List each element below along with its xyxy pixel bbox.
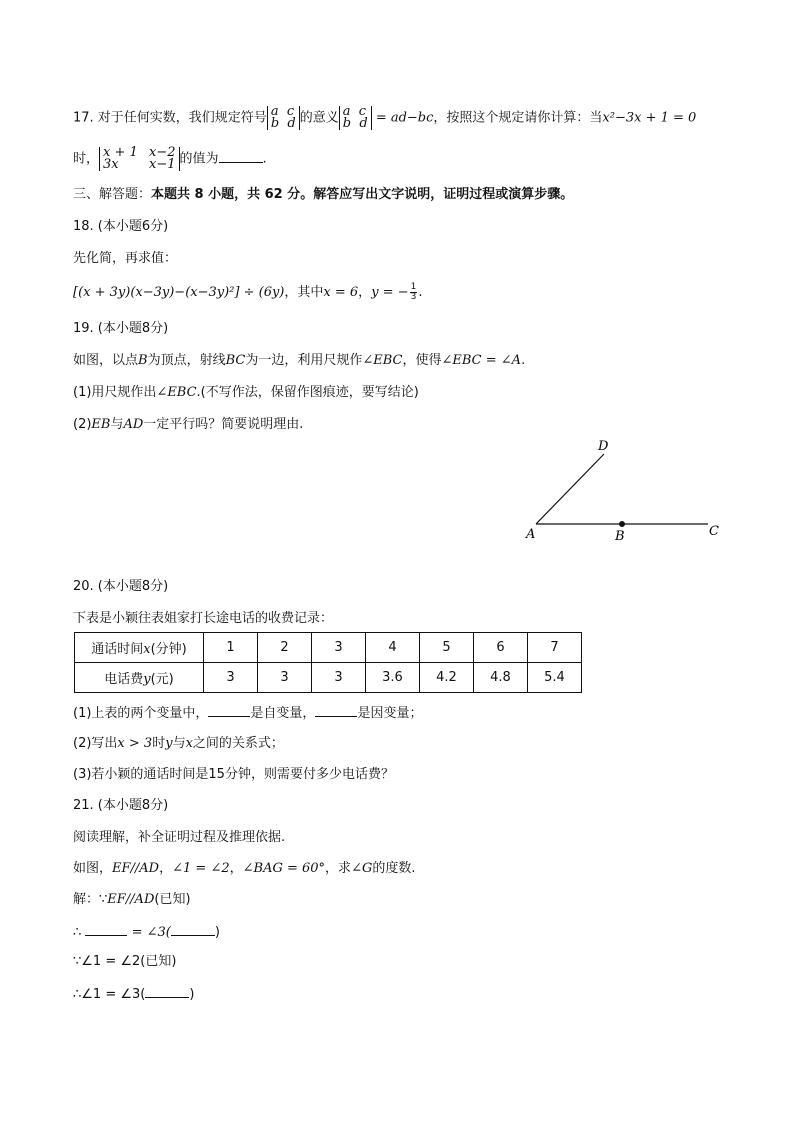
q17-line2-prefix: 时， [73,151,100,167]
q19-desc-4: ，使得 [402,353,442,368]
q19-header: 19. (本小题8分) [73,321,169,336]
q21-blank-angle[interactable] [85,921,127,936]
det-a: a [270,104,279,119]
label-A: A [526,527,536,542]
fraction-numerator: 1 [410,282,417,292]
label-B: B [615,529,625,544]
q17-instruction: ，按照这个规定请你计算：当 [433,110,603,126]
det-a: a [342,104,351,119]
q21-given-ef-ad: EF//AD [112,861,160,876]
q21-intro: 阅读理解，补全证明过程及推理依据. [73,830,286,845]
q19-p2-EB: EB [91,417,111,432]
q21-given-c: 的度数. [372,861,416,876]
q21-step3: ∵∠1 = ∠2(已知) [73,954,177,969]
det-d: d [359,116,368,131]
q18-expression-line [73,283,422,303]
x-cell: 3 [312,633,366,663]
q21-step1 [73,890,191,910]
y-cell: 3 [258,663,312,693]
label-unit: (元) [150,672,174,687]
y-cell: 5.4 [528,663,582,693]
q18-expr: [(x + 3y)(x−3y)−(x−3y)²] ÷ (6y) [73,285,285,300]
label-text: 电话费 [104,672,144,687]
y-cell: 3 [204,663,258,693]
table-row-y [75,663,582,693]
y-cell: 3 [312,663,366,693]
q21-step4 [73,983,194,1005]
q17-line2-suffix: 的值为 [179,151,219,167]
q20-p2-d: 之间的关系式； [192,736,284,751]
label-unit: (分钟) [150,642,187,657]
det-b: b [270,116,280,131]
q19-desc-2: 为顶点，射线 [147,353,226,368]
q18-instruction: 先化简，再求值： [73,251,178,266]
q19-desc [73,351,525,371]
q17-condition: x²−3x + 1 = 0 [602,110,697,126]
q19-desc-1: 如图，以点 [73,353,139,368]
q17-eq-rhs: = ad−bc [375,110,434,126]
row-y-label [75,663,204,693]
q18-fraction [410,283,418,302]
q19-p2-mid: 与 [110,417,124,432]
q21-given-a: 如图， [73,861,113,876]
fee-table [74,632,582,693]
ray-AD [536,454,604,524]
q20-p2-a: (2)写出 [73,736,118,751]
q17-line1 [73,106,696,130]
q17-line2 [73,147,267,171]
q20-p1-a: (1)上表的两个变量中， [73,706,209,721]
q19-desc-3: 为一边，利用尺规作 [245,353,363,368]
point-B [619,521,625,527]
q21-given-angles: ∠1 = ∠2 [172,861,230,876]
y-cell: 3.6 [366,663,420,693]
q21-blank-reason-2[interactable] [145,983,189,998]
q21-s1-a: 解：∵ [73,892,108,907]
q17-symbol-det [267,106,300,130]
q21-given-sep2: ， [229,861,243,876]
q19-desc-BC: BC [225,353,246,368]
var-x: x [143,642,151,657]
q21-s1-c: (已知) [154,892,191,907]
m11: x + 1 [103,145,138,160]
q19-p1-angle: ∠EBC [156,385,197,400]
q21-s4-a: ∴∠1 = ∠3( [73,987,146,1002]
q17-symbol-det-2 [339,106,372,130]
q20-p1-b: 是自变量， [250,706,316,721]
q20-part2 [73,734,284,754]
x-cell: 2 [258,633,312,663]
q19-desc-eq: ∠EBC = ∠A [441,353,522,368]
q18-header: 18. (本小题6分) [73,219,169,234]
q19-desc-angle: ∠EBC [362,353,403,368]
q21-s2-c: ) [214,925,220,940]
section3-desc: 本题共 8 小题，共 62 分。解答应写出文字说明，证明过程或演算步骤。 [151,187,574,202]
q19-part1 [73,383,419,403]
q17-meaning: 的意义 [299,110,339,126]
q17-matrix [99,147,180,171]
q21-s2-b: = ∠3( [131,925,171,940]
q21-given-bag: ∠BAG = 60° [242,861,326,876]
q21-given-g: ∠G [351,861,373,876]
section3-title: 三、解答题： [73,187,152,202]
q17-prefix: 17. 对于任何实数，我们规定符号 [73,110,267,126]
x-cell: 7 [528,633,582,663]
q18-end: . [418,285,423,300]
q21-s2-a: ∴ [73,925,82,940]
det-c: c [286,104,295,119]
fraction-denominator: 3 [410,292,417,302]
q21-header: 21. (本小题8分) [73,798,169,813]
q17-end: . [262,151,267,167]
q20-header: 20. (本小题8分) [73,579,169,594]
q21-given-b: ，求 [325,861,352,876]
det-d: d [287,116,296,131]
q20-p2-y: y [165,736,173,751]
q19-p2-suffix: 一定平行吗？简要说明理由. [143,417,304,432]
q19-desc-B: B [138,353,148,368]
q19-part2 [73,415,303,435]
y-cell: 4.2 [420,663,474,693]
var-y: y [143,672,151,687]
q21-s1-b: EF//AD [107,892,155,907]
q19-figure [520,432,730,547]
q20-p2-x: x [185,736,193,751]
q20-part3: (3)若小颖的通话时间是15分钟，则需要付多少电话费？ [73,767,394,782]
section3-heading [73,185,573,205]
row-x-label [75,633,204,663]
x-cell: 5 [420,633,474,663]
q19-p2-AD: AD [123,417,144,432]
q20-p2-cond: x > 3 [117,736,153,751]
q19-p1-prefix: (1)用尺规作出 [73,385,157,400]
det-c: c [358,104,367,119]
q21-step2 [73,921,220,943]
q18-y-value: y = − [371,285,409,300]
y-cell: 4.8 [474,663,528,693]
m12: x−2 [149,145,176,160]
q18-sep: ， [358,285,372,300]
label-D: D [598,439,609,454]
q21-blank-reason-1[interactable] [171,921,215,936]
q20-part1 [73,702,422,724]
q18-x-value: x = 6 [323,285,359,300]
q19-p1-suffix: .(不写作法，保留作图痕迹，要写结论) [196,385,419,400]
q20-p2-c: 与 [172,736,186,751]
q21-given-sep1: ， [159,861,173,876]
q20-blank-dependent[interactable] [315,702,357,717]
q20-p2-b: 时 [152,736,166,751]
q20-p1-c: 是因变量； [357,706,423,721]
x-cell: 4 [366,633,420,663]
q21-s4-b: ) [189,987,195,1002]
m22: x−1 [149,157,176,172]
q17-answer-blank[interactable] [219,148,263,163]
m21: 3x [103,157,119,172]
q21-given [73,859,415,879]
q19-p2-prefix: (2) [73,417,92,432]
q18-where: ，其中 [284,285,324,300]
det-b: b [342,116,352,131]
q19-desc-5: . [521,353,526,368]
q20-blank-independent[interactable] [208,702,250,717]
label-C: C [709,524,719,539]
q20-intro: 下表是小颖往表姐家打长途电话的收费记录： [73,611,334,626]
x-cell: 1 [204,633,258,663]
label-text: 通话时间 [91,642,144,657]
x-cell: 6 [474,633,528,663]
table-row-x [75,633,582,663]
